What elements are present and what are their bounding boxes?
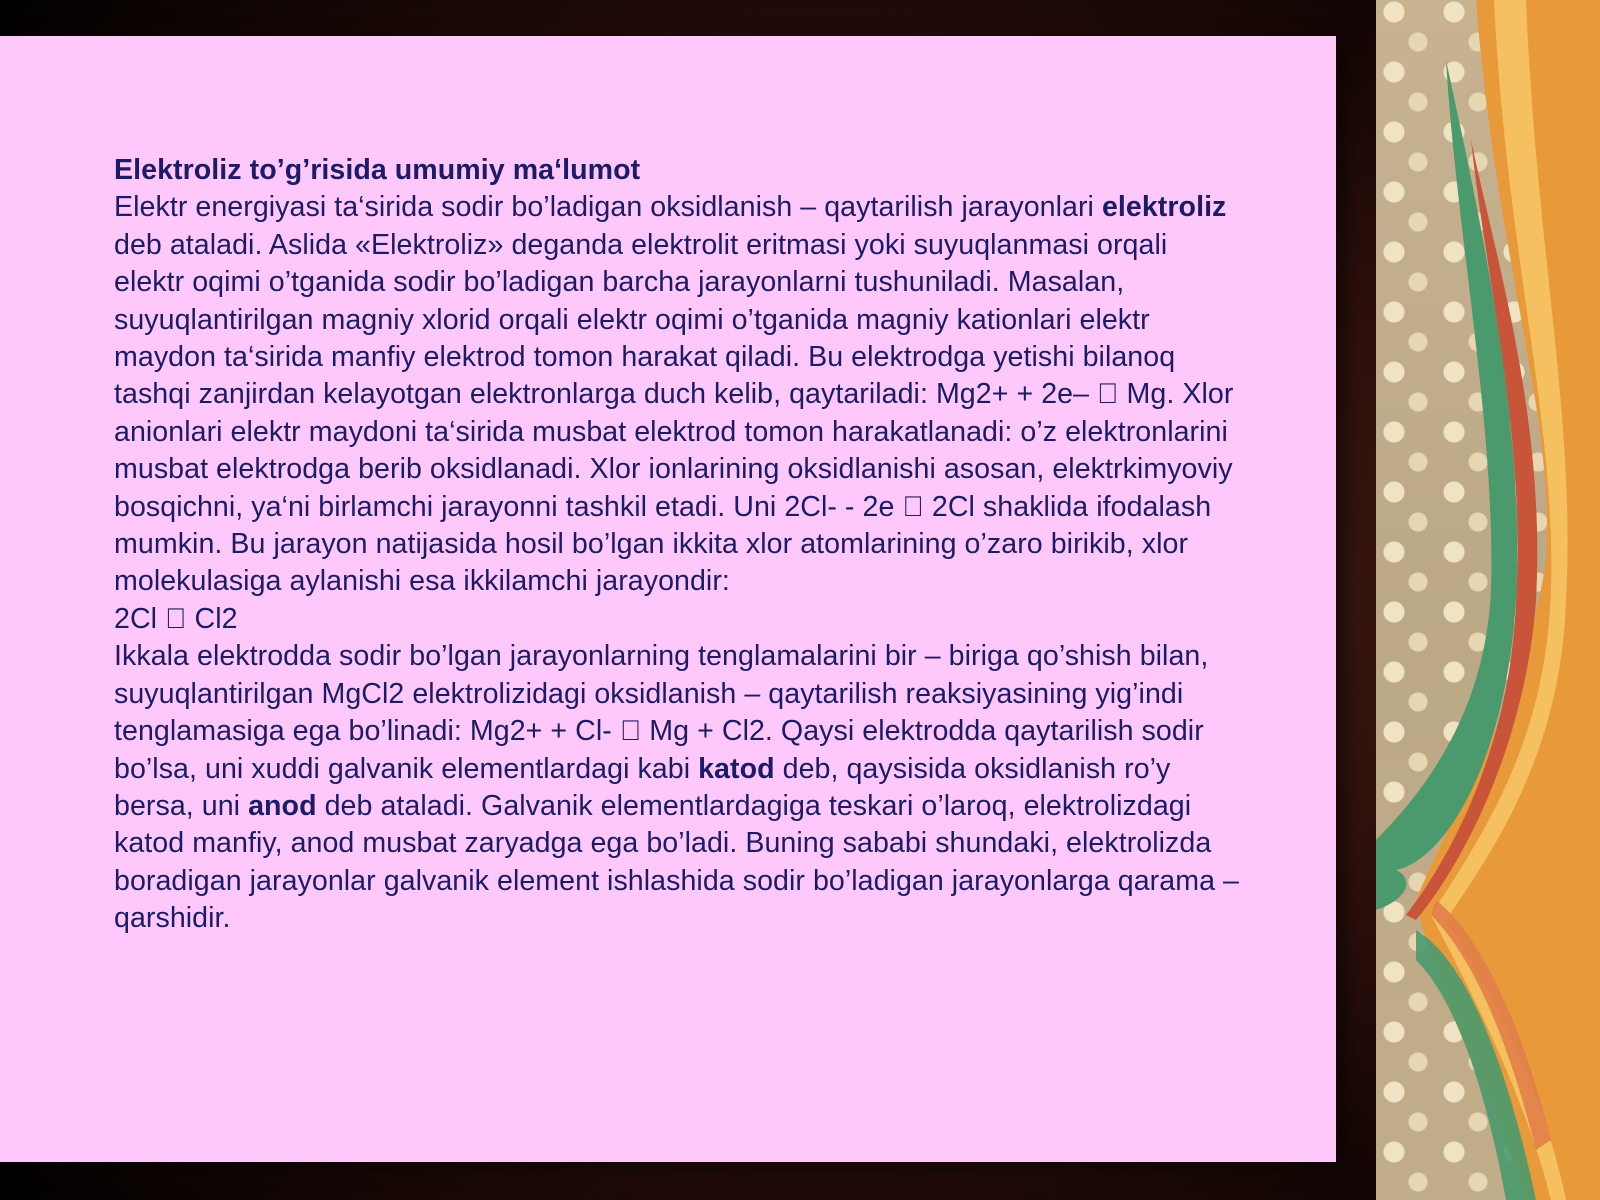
equation-line: 2Cl Cl2: [114, 602, 209, 635]
slide-title: Elektroliz to’g’risida umumiy ma‘lumot: [114, 154, 641, 186]
term-elektroliz: elektroliz: [1101, 191, 1227, 224]
paragraph-1-text: Elektr energiyasi ta‘sirida sodir bo’ladigan oksidlanish – qaytarilish jarayonlari: [114, 191, 1102, 224]
ribbon-decoration: [1376, 0, 1600, 1200]
paragraph-1-text-cont: deb ataladi. Aslida «Elektroliz» deganda elektrolit eritmasi yoki suyuqlanmasi orqali elektr oqimi o’tganida sodir bo’ladigan barcha jarayonlarni tushuniladi. Masalan, suyuqlantirilgan magniy xlorid orqali elektr oqimi o’tganida magniy kationlari elektr maydon ta‘sirida manfiy elektrod tomon harakat qiladi. Bu elektrodga yetishi bilanoq tashqi zanjirdan kelayotgan elektronlarga duch kelib, qaytariladi: Mg2+ + 2e– Mg. Xlor anionlari elektr maydoni ta‘sirida musbat elektrod tomon harakatlanadi: o’z elektronlarini musbat elektrodga berib oksidlanadi. Xlor ionlarining oksidlanishi asosan, elektrkimyoviy bosqichni, ya‘ni birlamchi jarayonni tashkil etadi. Uni 2Cl- - 2e 2Cl shaklida ifodalash mumkin. Bu jarayon natijasida hosil bo’lgan ikkita xlor atomlarining o’zaro birikib, xlor molekulasiga aylanishi esa ikkilamchi jarayondir:: [114, 228, 1233, 598]
term-anod: anod: [248, 789, 317, 822]
paragraph-2-text: Ikkala elektrodda sodir bo’lgan jarayonlarning tenglamalarini bir – biriga qo’shish bilan, suyuqlantirilgan MgCl2 elektrolizidagi oksidlanish – qaytarilish reaksiyasining yig’indi tenglamasiga ega bo’linadi: Mg2+ + Cl- Mg + Cl2. Qaysi elektrodda qaytarilish sodir bo’lsa, uni xuddi galvanik elementlardagi kabi: [114, 640, 1209, 785]
paragraph-2-text-end: deb ataladi. Galvanik elementlardagiga teskari o’laroq, elektrolizdagi katod manfiy, anod musbat zaryadga ega bo’ladi. Buning sababi shundaki, elektrolizda boradigan jarayonlar galvanik element ishlashida sodir bo’ladigan jarayonlarga qarama – qarshidir.: [114, 789, 1239, 935]
slide-text: [114, 152, 1244, 938]
decorative-side-strip: [1376, 0, 1600, 1200]
term-katod: katod: [698, 752, 775, 785]
paragraph-2-text-cont: deb, qaysisida oksidlanish ro’y bersa, uni: [114, 752, 1171, 822]
